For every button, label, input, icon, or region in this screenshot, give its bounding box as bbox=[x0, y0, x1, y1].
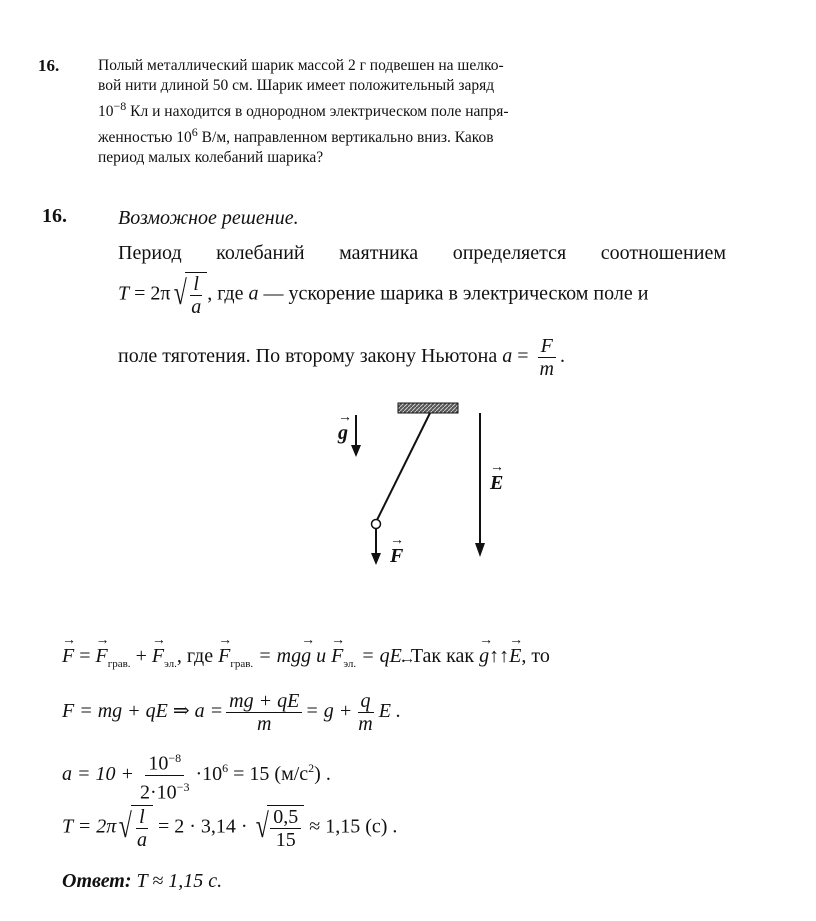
gravity-label: → g bbox=[338, 420, 348, 446]
answer-line: Ответ: T ≈ 1,15 с. bbox=[62, 870, 223, 892]
problem-number: 16. bbox=[38, 56, 60, 75]
ball bbox=[372, 520, 381, 529]
sqrt-l-over-a: √ $\frac{l}{a}$ bbox=[171, 272, 208, 318]
force-label: → F bbox=[390, 543, 403, 569]
thread bbox=[377, 413, 430, 520]
solution-heading: Возможное решение. bbox=[118, 207, 299, 229]
newton-line: поле тяготения. По второму закону Ньютона a = $\frac{F}{m}$ . bbox=[118, 335, 565, 380]
equation-period-value: T = 2π √ $\frac{l}{a}$ = 2 · 3,14 · √ $\frac{0,5}{15}$ ≈ 1,15 (с) . bbox=[62, 806, 398, 851]
equation-acceleration: F = mg + qE ⇒ a = $\frac{mg + qE}{m}$ = g + $\frac{q}{m}$ E . bbox=[62, 690, 401, 735]
formula-period-line: T = 2π √ $\frac{l}{a}$ , где a — ускорение шарика в электрическом поле и bbox=[118, 273, 649, 318]
solution-paragraph-1: Период колебаний маятника определяется соотношением bbox=[118, 242, 726, 264]
equation-a-value: a = 10 + $\frac{10^{-8}}{2\cdot 10^{-3}}$ $\cdot 10^6 = 15$ $(м/с^2)$ . bbox=[62, 747, 331, 803]
problem-line-1: Полый металлический шарик массой 2 г подвешен на шелко- bbox=[98, 57, 504, 74]
problem-line-4: женностью $10^6$ В/м, направленном вертикально вниз. Каков bbox=[98, 125, 494, 147]
ceiling-mount bbox=[398, 403, 458, 413]
problem-line-3: $10^{-8}$ Кл и находится в однородном электрическом поле напря- bbox=[98, 99, 509, 121]
equation-forces: → F = → $F_{грав.}$ + → $F_{эл.}$, где → $F_{грав.} = mg\to g$ $и \to F_{эл.}$ = qE. Так как → g↑↑→ E, то bbox=[62, 643, 550, 677]
problem-line-5: период малых колебаний шарика? bbox=[98, 149, 324, 167]
solution-number: 16. bbox=[42, 205, 67, 227]
field-label: → E bbox=[490, 470, 503, 496]
problem-line-2: вой нити длиной 50 см. Шарик имеет положительный заряд bbox=[98, 77, 495, 94]
problem-text bbox=[98, 56, 598, 168]
